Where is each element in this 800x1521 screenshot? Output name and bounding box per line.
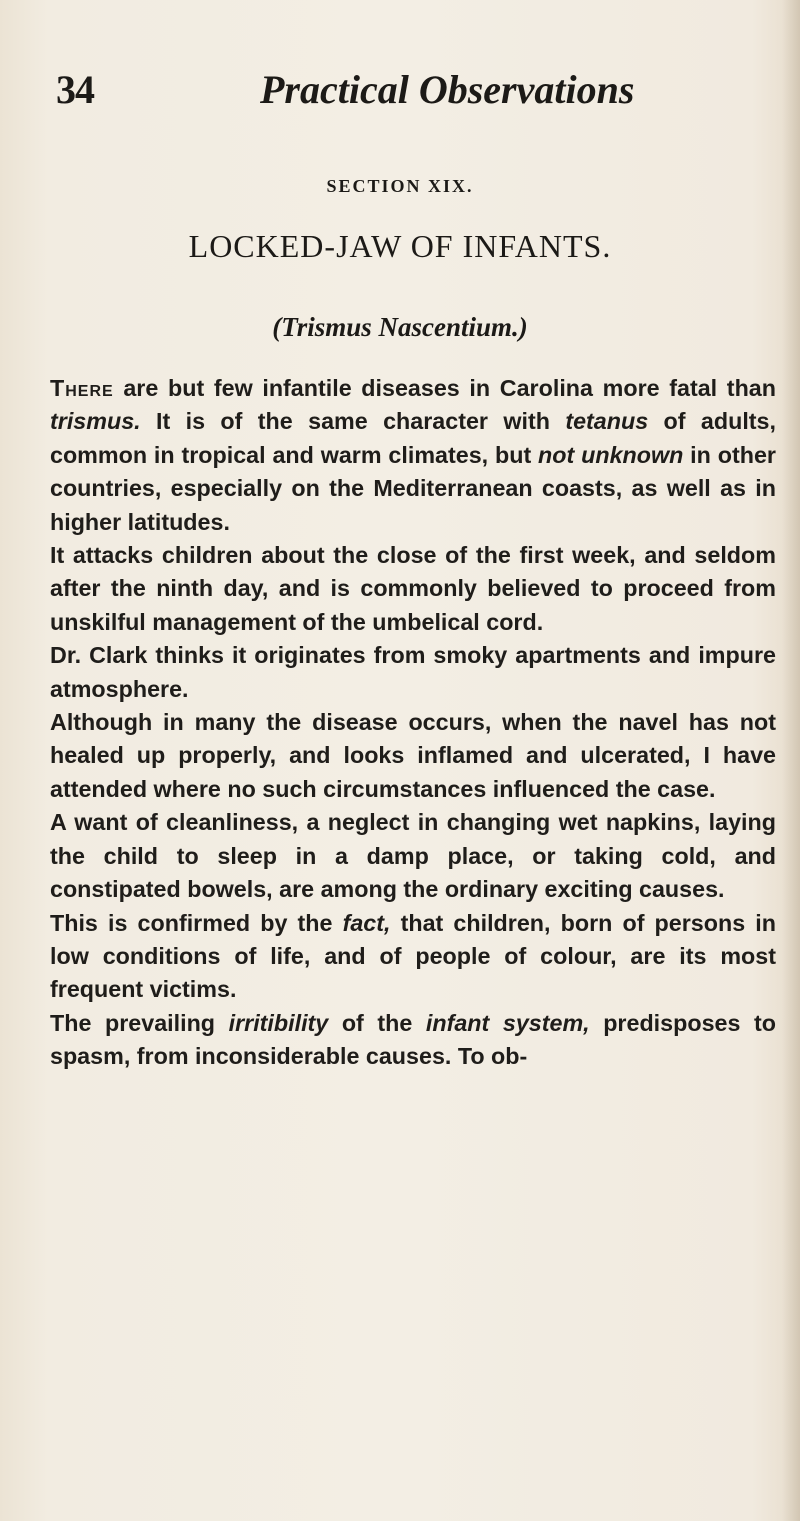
paragraph	[50, 907, 776, 1007]
paragraph-first-word: There	[50, 375, 114, 401]
italic-text: irritibility	[228, 1009, 329, 1036]
italic-text: fact,	[342, 909, 391, 936]
chapter-title: LOCKED-JAW OF INFANTS.	[188, 228, 612, 264]
text-run: are but few infantile diseases in Carolina more fatal than	[113, 375, 776, 401]
text-run: This is confirmed by the	[50, 909, 343, 936]
italic-text: infant system,	[425, 1009, 590, 1036]
text-run: predisposes to spasm, from inconsiderable causes. To ob-	[50, 1009, 776, 1070]
page-number: 34	[56, 67, 94, 112]
text-run: Although in many the disease occurs, when the navel has not healed up properly, and looks inflamed and ulcerated, I have attended where no such circumstances influenced the case.	[50, 709, 776, 802]
paragraph	[50, 706, 776, 806]
text-run: A want of cleanliness, a neglect in changing wet napkins, laying the child to sleep in a damp place, or taking cold, and constipated bowels, are among the ordinary exciting causes.	[50, 809, 776, 903]
paragraph	[50, 539, 776, 639]
paragraph	[50, 639, 776, 706]
paragraph	[50, 372, 776, 539]
chapter-subtitle: (Trismus Nascentium.)	[272, 312, 528, 342]
running-head	[56, 66, 716, 126]
text-run: It attacks children about the close of the first week, and seldom after the ninth day, and is commonly believed to proceed from unskilful management of the umbelical cord.	[50, 542, 776, 635]
text-run: It is of the same character with	[140, 408, 566, 435]
text-run: that children, born of persons in low conditions of life, and of people of colour, are its most frequent victims.	[50, 909, 776, 1003]
text-run: in other countries, especially on the Mediterranean coasts, as well as in higher latitudes.	[50, 441, 776, 535]
running-title: Practical Observations	[260, 67, 635, 112]
text-run: of the	[328, 1009, 426, 1036]
text-run: of adults, common in tropical and warm climates, but	[50, 408, 776, 468]
paragraph	[50, 806, 776, 906]
text-run: The prevailing	[50, 1009, 229, 1036]
section-label: SECTION XIX.	[326, 176, 474, 196]
text-run: Dr. Clark thinks it originates from smoky apartments and impure atmosphere.	[50, 642, 776, 702]
italic-text: tetanus	[565, 408, 649, 435]
italic-text: not unknown	[538, 441, 684, 468]
italic-text: trismus.	[50, 408, 141, 435]
paragraph	[50, 1007, 776, 1074]
body-text	[50, 372, 776, 1074]
